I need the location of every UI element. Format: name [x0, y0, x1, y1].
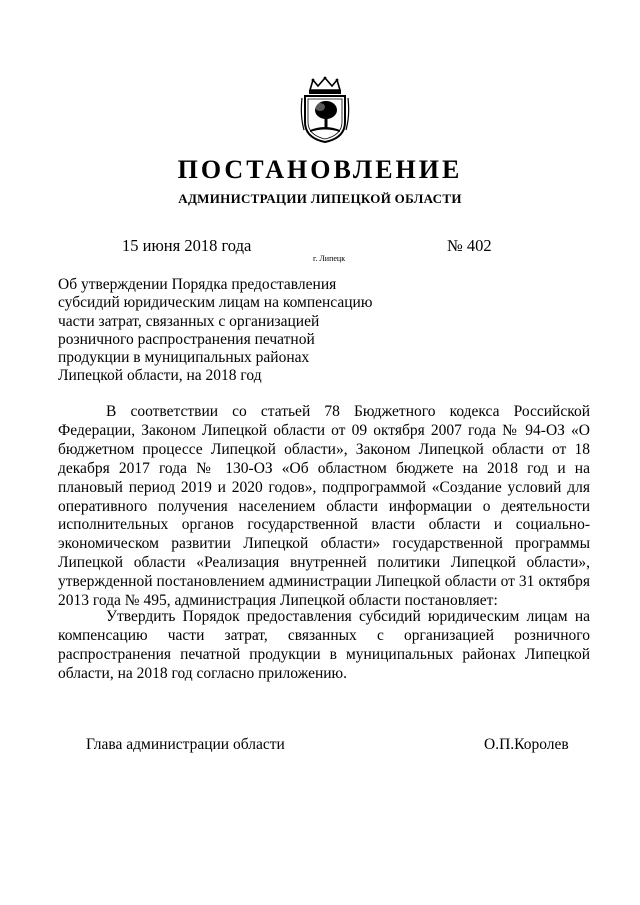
- body-paragraph-preamble: В соответствии со статьей 78 Бюджетного кодекса Российской Федерации, Законом Липецкой области от 09 октября 2007 года № 94-ОЗ «О бюджетном процессе Липецкой области», Законом Липецкой области от 18 декабря 2017 года № 130-ОЗ «Об областном бюджете на 2018 год и на плановый период 2019 и 2020 годов», подпрограммой «Создание условий для оперативного получения населением области информации о деятельности исполнительных органов государственной власти области и социально-экономическом развитии Липецкой области» государственной программы Липецкой области «Реализация внутренней политики Липецкой области», утвержденной постановлением администрации Липецкой области от 31 октября 2013 года № 495, администрация Липецкой области постановляет:: [58, 403, 590, 610]
- subject-line: Липецкой области, на 2018 год: [58, 367, 262, 385]
- subject-line: части затрат, связанных с организацией: [58, 312, 320, 330]
- body-paragraph-resolution: Утвердить Порядок предоставления субсидий юридическим лицам на компенсацию части затрат, связанных с организацией розничного распространения печатной продукции в муниципальных районах Липецкой области, на 2018 год согласно приложению.: [58, 608, 590, 682]
- signature-name: О.П.Королев: [484, 736, 569, 753]
- subject-line: продукции в муниципальных районах: [58, 349, 310, 367]
- document-number: № 402: [447, 236, 492, 255]
- subject-line: субсидий юридическим лицам на компенсацию: [58, 294, 373, 312]
- coat-of-arms-icon: [300, 76, 350, 144]
- document-city: г. Липецк: [313, 254, 346, 263]
- signature-position: Глава администрации области: [86, 736, 285, 753]
- subject-line: Об утверждении Порядка предоставления: [58, 276, 337, 293]
- subject-line: розничного распространения печатной: [58, 330, 315, 348]
- document-date: 15 июня 2018 года: [122, 236, 252, 255]
- document-subtitle: АДМИНИСТРАЦИИ ЛИПЕЦКОЙ ОБЛАСТИ: [178, 191, 462, 206]
- document-subject: [58, 276, 398, 386]
- document-title: ПОСТАНОВЛЕНИЕ: [177, 155, 463, 184]
